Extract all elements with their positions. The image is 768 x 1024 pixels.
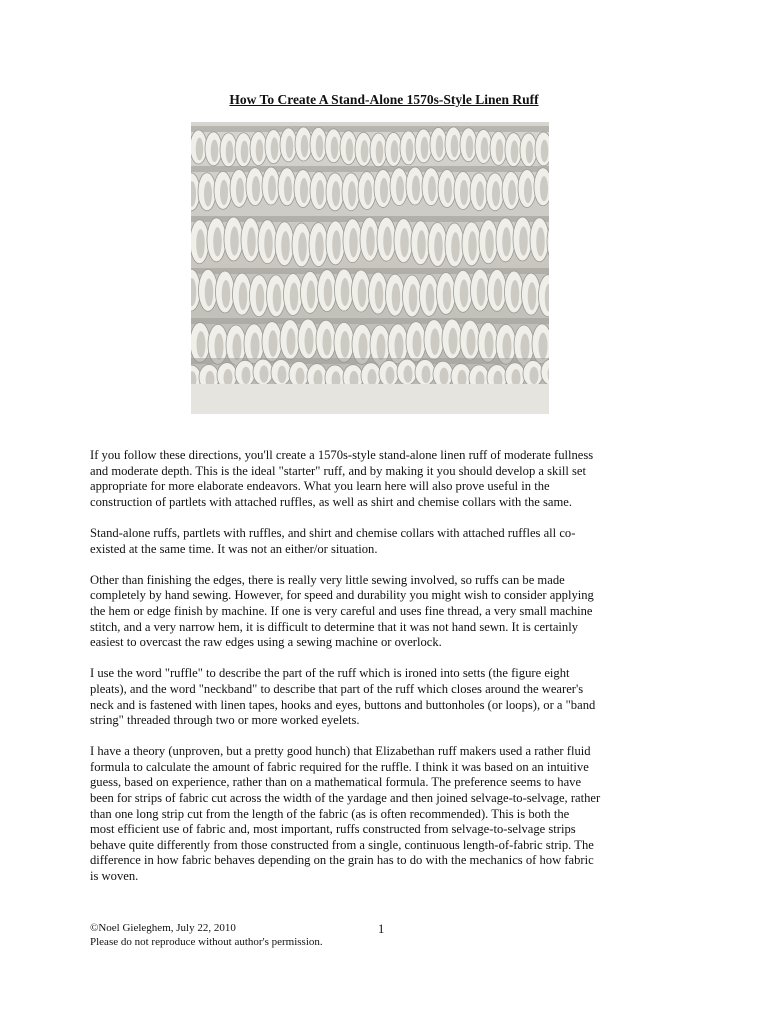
ruff-pleat-hollow bbox=[400, 228, 409, 257]
ruff-pleat-hollow bbox=[485, 229, 494, 258]
ruff-pleat-hollow bbox=[341, 331, 350, 358]
ruff-pleat-hollow bbox=[412, 175, 420, 200]
ruff-pleat-hollow bbox=[300, 178, 308, 203]
ruff-pleat-hollow bbox=[315, 232, 324, 261]
ruff-pleat-hollow bbox=[196, 138, 204, 161]
ruff-pleat-hollow bbox=[511, 280, 520, 308]
ruff-pleat-hollow bbox=[413, 330, 422, 357]
ruff-pleat-hollow bbox=[196, 229, 205, 258]
ruff-pleat-hollow bbox=[305, 328, 314, 355]
ruff-pleat-hollow bbox=[428, 176, 436, 201]
ruff-pleat-hollow bbox=[364, 180, 372, 205]
ruff-pleat-hollow bbox=[467, 329, 476, 356]
ruff-pleat-hollow bbox=[316, 180, 324, 205]
ruff-pleat-hollow bbox=[426, 283, 435, 311]
ruff-pleat-hollow bbox=[323, 329, 332, 356]
ruff-pleat-hollow bbox=[511, 140, 519, 163]
ruff-pleat-hollow bbox=[386, 367, 395, 384]
ruff-pleat-hollow bbox=[341, 278, 350, 306]
ruff-pleat-hollow bbox=[460, 279, 469, 307]
paragraph: Stand-alone ruffs, partlets with ruffles, and shirt and chemise collars with attached ruffles all co- existed at the same time. It was not an either/or situation. bbox=[90, 525, 576, 556]
ruff-pleat-hollow bbox=[226, 141, 234, 164]
ruff-pleat-hollow bbox=[503, 333, 512, 360]
ruff-pleat-hollow bbox=[431, 328, 440, 355]
copyright-notice: ©Noel Gieleghem, July 22, 2010 bbox=[90, 922, 236, 934]
ruff-fold-shadow bbox=[191, 126, 549, 132]
ruff-pleat-hollow bbox=[468, 231, 477, 260]
ruff-pleat-hollow bbox=[539, 333, 548, 360]
ruff-pleat-hollow bbox=[436, 135, 444, 158]
ruff-pleat-hollow bbox=[252, 176, 260, 201]
ruff-pleat-hollow bbox=[301, 135, 309, 158]
ruff-pleat-hollow bbox=[380, 178, 388, 203]
ruff-pleat-hollow bbox=[476, 181, 484, 206]
ruff-pleat-hollow bbox=[273, 284, 282, 312]
body-text bbox=[90, 448, 680, 900]
ruff-pleat-hollow bbox=[481, 137, 489, 160]
ruff-pleat-hollow bbox=[526, 141, 534, 164]
ruff-pleat-hollow bbox=[348, 181, 356, 206]
ruff-pleat-hollow bbox=[324, 279, 333, 307]
ruff-pleat-hollow bbox=[508, 180, 516, 205]
ruff-pleat-hollow bbox=[287, 328, 296, 355]
ruff-pleat-hollow bbox=[392, 283, 401, 311]
ruff-pleat-hollow bbox=[443, 281, 452, 309]
ruff-pleat-hollow bbox=[395, 333, 404, 360]
ruff-pleat-hollow bbox=[332, 230, 341, 259]
ruff-pleat-hollow bbox=[316, 135, 324, 158]
ruff-pleat-hollow bbox=[215, 333, 224, 360]
ruff-pleat-hollow bbox=[296, 368, 305, 385]
ruff-pleat-hollow bbox=[247, 227, 256, 256]
ruff-pleat-hollow bbox=[307, 280, 316, 308]
ruff-pleat-hollow bbox=[377, 334, 386, 361]
ruff-pleat-hollow bbox=[268, 175, 276, 200]
ruff-pleat-hollow bbox=[492, 181, 500, 206]
ruff-pleat-hollow bbox=[269, 330, 278, 357]
ruff-pleat-hollow bbox=[213, 227, 222, 256]
ruff-pleat-hollow bbox=[205, 278, 214, 306]
ruff-fold-shadow bbox=[191, 318, 549, 324]
ruff-pleat-hollow bbox=[286, 136, 294, 159]
ruff-pleat-hollow bbox=[222, 280, 231, 308]
ruff-pleat-hollow bbox=[421, 137, 429, 160]
ruff-pleat-hollow bbox=[521, 334, 530, 361]
ruff-pleat-hollow bbox=[376, 141, 384, 164]
ruff-pleat-hollow bbox=[366, 227, 375, 256]
ruff-pleat-hollow bbox=[375, 281, 384, 309]
ruff-pleat-hollow bbox=[406, 139, 414, 162]
ruff-pleat-hollow bbox=[368, 369, 377, 386]
ruff-pleat-hollow bbox=[540, 176, 548, 201]
ruff-pleat-hollow bbox=[278, 366, 287, 383]
ruff-pleat-hollow bbox=[530, 367, 539, 384]
ruff-pleat-hollow bbox=[290, 283, 299, 311]
ruff-pleat-hollow bbox=[417, 230, 426, 259]
ruff-pleat-hollow bbox=[256, 139, 264, 162]
linen-ruff-photo bbox=[191, 122, 549, 414]
ruff-pleat-hollow bbox=[524, 178, 532, 203]
ruff-pleat-hollow bbox=[477, 278, 486, 306]
ruff-pleat-hollow bbox=[236, 178, 244, 203]
ruff-pleat-hollow bbox=[298, 232, 307, 261]
ruff-pleat-hollow bbox=[361, 140, 369, 163]
ruff-pleat-hollow bbox=[271, 137, 279, 160]
ruff-pleat-hollow bbox=[251, 332, 260, 359]
paragraph: If you follow these directions, you'll create a 1570s-style stand-alone linen ruff of moderate fullness and moderate depth. This is the ideal "starter" ruff, and by making it you should develop a skill set appropriate for more elaborate endeavors. What you learn here will also prove useful in the construction of partlets with attached ruffles, as well as shirt and chemise collars with the same. bbox=[90, 448, 594, 509]
ruff-pleat-hollow bbox=[358, 279, 367, 307]
page-number: 1 bbox=[378, 922, 385, 936]
ruff-pleat-hollow bbox=[264, 229, 273, 258]
ruff-pleat-hollow bbox=[466, 135, 474, 158]
ruff-pleat-hollow bbox=[281, 231, 290, 260]
ruff-pleat-hollow bbox=[220, 180, 228, 205]
ruff-pleat-hollow bbox=[284, 176, 292, 201]
ruff-pleat-hollow bbox=[460, 180, 468, 205]
ruff-pleat-hollow bbox=[349, 228, 358, 257]
ruff-pleat-hollow bbox=[391, 140, 399, 163]
ruff-pleat-hollow bbox=[536, 227, 545, 256]
footer bbox=[90, 921, 323, 949]
paragraph: I use the word "ruffle" to describe the part of the ruff which is ironed into setts (the figure eight pleats), and the word "neckband" to describe that part of the ruff which closes around the wearer's neck and is fastened with linen tapes, hooks and eyes, buttons and buttonholes (or loops), or a "band string" threaded through two or more worked eyelets. bbox=[90, 666, 596, 728]
paragraph: I have a theory (unproven, but a pretty good hunch) that Elizabethan ruff makers used a rather fluid formula to calculate the amount of fabric required for the ruffle. I think it was based on an intuitive guess, based on experience, rather than on a mathematical formula. The preference seems to have been for strips of fabric cut across the width of the yardage and then joined selvage-to-selvage, rather than one long strip cut from the length of the fabric (as is often recommended). This is both the most efficient use of fabric and, most important, ruffs constructed from selvage-to-selvage strips behave quite differently from those constructed from a single, continuous length-of-fabric strip. The difference in how fabric behaves depending on the grain has to do with the mechanics of how fabric is woven. bbox=[90, 744, 601, 884]
ruff-pleat-hollow bbox=[383, 227, 392, 256]
ruff-pleat-hollow bbox=[451, 135, 459, 158]
ruff-pleat-hollow bbox=[528, 282, 537, 310]
ruff-pleat-hollow bbox=[204, 181, 212, 206]
ruff-pleat-hollow bbox=[359, 333, 368, 360]
ruff-pleat-hollow bbox=[440, 368, 449, 385]
ruff-pleat-hollow bbox=[494, 278, 503, 306]
ruff-pleat-hollow bbox=[451, 232, 460, 261]
ruff-pleat-hollow bbox=[239, 282, 248, 310]
ruff-pleat-hollow bbox=[409, 284, 418, 312]
linen-ruff-image bbox=[191, 122, 549, 414]
ruff-pleat-hollow bbox=[331, 136, 339, 159]
ruff-pleat-hollow bbox=[346, 138, 354, 161]
ruff-pleat-hollow bbox=[211, 139, 219, 162]
ruff-pleat-hollow bbox=[496, 139, 504, 162]
ruff-pleat-hollow bbox=[396, 176, 404, 201]
ruff-pleat-hollow bbox=[224, 369, 233, 386]
ruff-pleat-hollow bbox=[197, 331, 206, 358]
ruff-pleat-hollow bbox=[434, 232, 443, 261]
ruff-pleat-hollow bbox=[449, 328, 458, 355]
ruff-pleat-hollow bbox=[242, 367, 251, 384]
ruff-pleat-hollow bbox=[256, 284, 265, 312]
ruff-pleat-hollow bbox=[422, 366, 431, 383]
ruff-pleat-hollow bbox=[241, 140, 249, 163]
ruff-pleat-hollow bbox=[233, 334, 242, 361]
ruff-pleat-hollow bbox=[519, 226, 528, 255]
document-title: How To Create A Stand-Alone 1570s-Style Linen Ruff bbox=[229, 92, 539, 107]
ruff-pleat-hollow bbox=[485, 331, 494, 358]
ruff-pleat-hollow bbox=[512, 369, 521, 386]
ruff-pleat-hollow bbox=[260, 365, 269, 382]
ruff-pleat-hollow bbox=[230, 226, 239, 255]
ruff-pleat-hollow bbox=[541, 140, 549, 163]
paragraph: Other than finishing the edges, there is really very little sewing involved, so ruffs can be made completely by hand sewing. However, for speed and durability you might wish to consider applying the hem or edge finish by machine. If one is very careful and uses fine thread, a very small machine stitch, and a very narrow hem, it is difficult to determine that it was not hand sewn. It is certainly easiest to overcast the raw edges using a sewing machine or overlock. bbox=[90, 572, 594, 650]
ruff-pleat-hollow bbox=[332, 181, 340, 206]
ruff-pleat-hollow bbox=[404, 365, 413, 382]
ruff-pleat-hollow bbox=[502, 227, 511, 256]
ruff-pleat-hollow bbox=[444, 178, 452, 203]
reproduction-notice: Please do not reproduce without author's permission. bbox=[90, 936, 323, 948]
ruff-fold-shadow bbox=[191, 166, 549, 172]
